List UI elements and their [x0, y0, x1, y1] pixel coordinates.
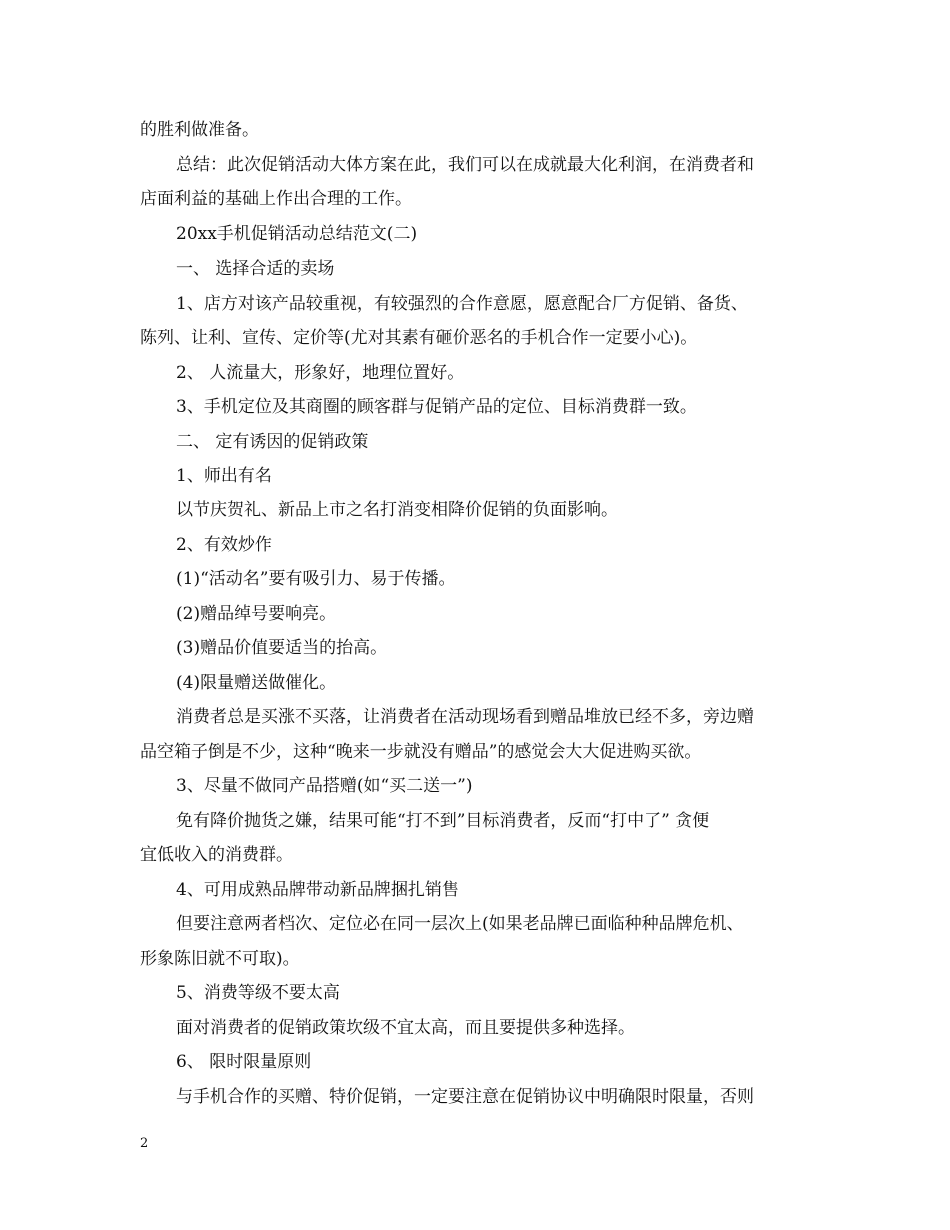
subheading: 6、 限时限量原则: [176, 1052, 312, 1072]
list-item: (4)限量赠送做催化。: [176, 673, 337, 693]
list-item: (2)赠品绰号要响亮。: [176, 604, 337, 624]
page-number: 2: [140, 1136, 149, 1151]
text-line: 的胜利做准备。: [140, 120, 259, 140]
subheading: 4、可用成熟品牌带动新品牌捆扎销售: [176, 880, 459, 900]
section-heading: 一、 选择合适的卖场: [176, 259, 335, 279]
subheading: 1、师出有名: [176, 466, 272, 486]
text-line: 形象陈旧就不可取)。: [140, 949, 300, 969]
text-line: 面对消费者的促销政策坎级不宜太高，而且要提供多种选择。: [176, 1018, 635, 1038]
text-line: 与手机合作的买赠、特价促销，一定要注意在促销协议中明确限时限量，否则: [176, 1087, 754, 1107]
text-line: 宜低收入的消费群。: [140, 845, 293, 865]
section-heading: 二、 定有诱因的促销政策: [176, 432, 369, 452]
list-item: (1)“活动名”要有吸引力、易于传播。: [176, 569, 456, 589]
section-heading: 20xx手机促销活动总结范文(二): [176, 224, 418, 244]
subheading: 2、有效炒作: [176, 535, 272, 555]
text-line: 消费者总是买涨不买落，让消费者在活动现场看到赠品堆放已经不多，旁边赠: [176, 707, 754, 727]
text-line: 总结：此次促销活动大体方案在此，我们可以在成就最大化利润，在消费者和: [176, 155, 754, 175]
subheading: 5、消费等级不要太高: [176, 983, 340, 1003]
subheading: 3、尽量不做同产品搭赠(如“买二送一”): [176, 776, 473, 796]
text-line: 2、 人流量大，形象好，地理位置好。: [176, 363, 465, 383]
text-line: 但要注意两者档次、定位必在同一层次上(如果老品牌已面临种种品牌危机、: [176, 914, 744, 934]
text-line: 3、手机定位及其商圈的顾客群与促销产品的定位、目标消费群一致。: [176, 397, 697, 417]
text-line: 以节庆贺礼、新品上市之名打消变相降价促销的负面影响。: [176, 500, 618, 520]
text-line: 店面利益的基础上作出合理的工作。: [140, 189, 412, 209]
text-line: 品空箱子倒是不少，这种“晚来一步就没有赠品”的感觉会大大促进购买欲。: [140, 742, 702, 762]
text-line: 1、店方对该产品较重视，有较强烈的合作意愿，愿意配合厂方促销、备货、: [176, 294, 748, 314]
text-line: 陈列、让利、宣传、定价等(尤对其素有砸价恶名的手机合作一定要小心)。: [140, 328, 698, 348]
text-line: 免有降价抛货之嫌，结果可能“打不到”目标消费者，反而“打中了” 贪便: [176, 811, 710, 831]
list-item: (3)赠品价值要适当的抬高。: [176, 638, 388, 658]
